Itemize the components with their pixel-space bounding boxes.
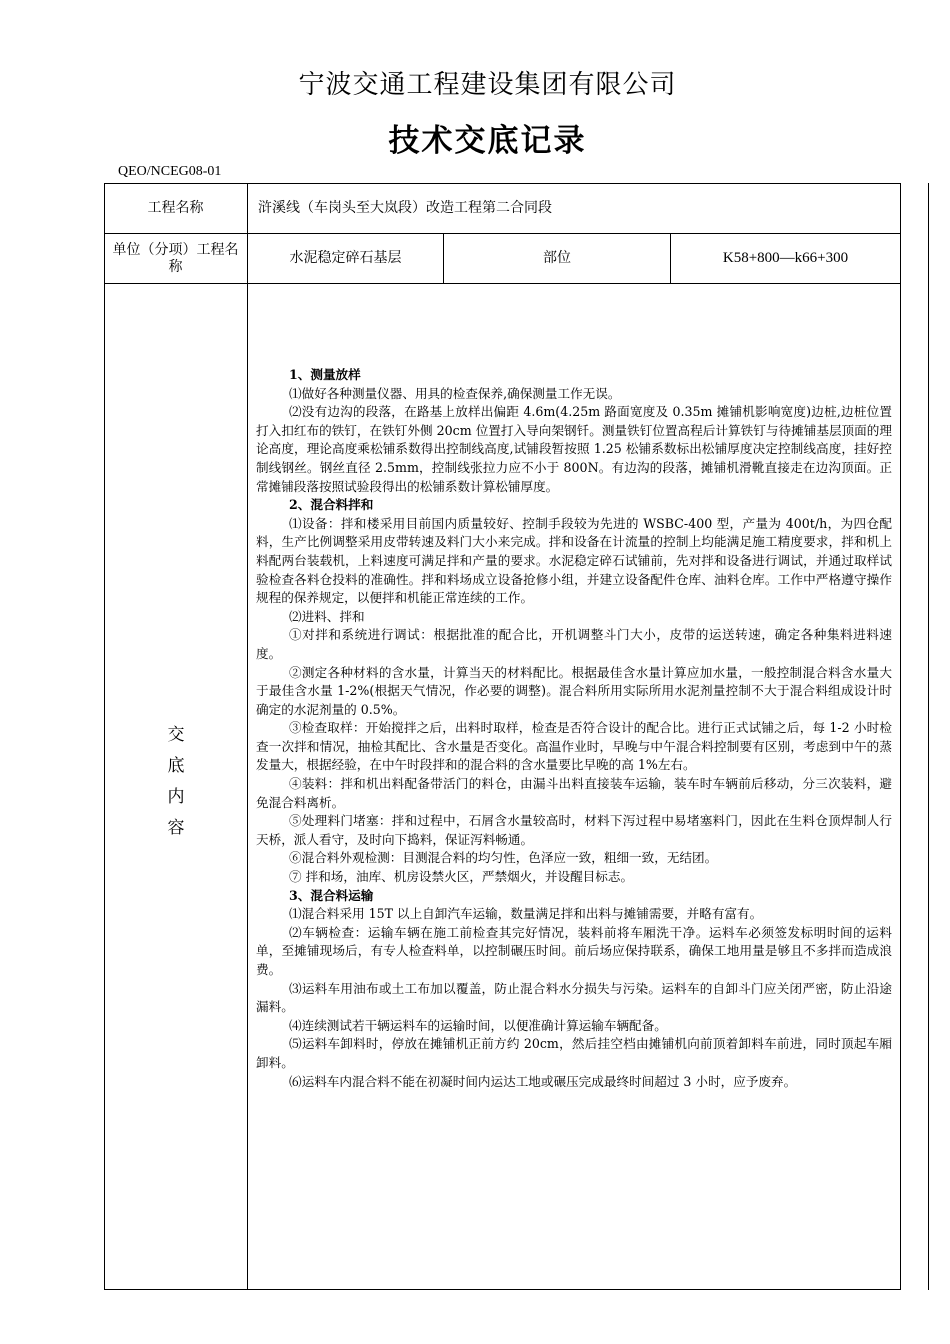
paragraph: ⑵车辆检查：运输车辆在施工前检查其完好情况，装料前将车厢洗干净。运料车必须签发标明时间的运料单，至摊铺现场后，有专人检查料单，以控制碾压时间。前后场应保持联系，确保工地用量是够且不多拌而造成浪费。 [256, 924, 892, 977]
paragraph: ⑤处理料门堵塞：拌和过程中，石屑含水量较高时，材料下泻过程中易堵塞料门，因此在生料仓顶焊制人行天桥，派人看守，及时向下捣料，保证泻料畅通。 [256, 813, 892, 847]
document-title: 技术交底记录 [388, 123, 587, 159]
unit-name-value: 水泥稳定碎石基层 [289, 250, 402, 266]
paragraph: ⑵没有边沟的段落，在路基上放样出偏距 4.6m(4.25m 路面宽度及 0.35m 摊铺机影响宽度)边桩,边桩位置打入扣红布的铁钉，在铁钉外侧 20cm 位置打入导向架钢钎。测量铁钉位置高程后计算铁钉与待摊铺基层顶面的理论高度，理论高度乘松铺系数得出控制线高度,试铺段暂按照 1.25 松铺系数标出松铺厚度决定控制线高度，挂好控制线钢丝。钢丝直径 2.5mm，控制线张拉力应不小于 800N。有边沟的段落，摊铺机滑靴直接走在边沟顶面。正常摊铺段落按照试验段得出的松铺系数计算松铺厚度。 [256, 404, 892, 494]
grid-line [104, 283, 901, 284]
paragraph: ④装料：拌和机出料配备带活门的料仓，由漏斗出料直接装车运输，装车时车辆前后移动，分三次装料，避免混合料离析。 [256, 776, 892, 810]
paragraph: ⑴设备：拌和楼采用目前国内质量较好、控制手段较为先进的 WSBC-400 型，产量为 400t/h，为四仓配料，生产比例调整采用皮带转速及料门大小来完成。拌和设备在计流量的控制上均能满足施工精度要求，拌和机上料配两台装载机，上料速度可满足拌和产量的要求。水泥稳定碎石试铺前，先对拌和设备进行调试，并通过取样试验检查各料仓投料的准确性。拌和料场成立设备抢修小组，并建立设备配件仓库、油料仓库。工作中严格遵守操作规程的保养规定，以便拌和机能正常连续的工作。 [256, 515, 892, 606]
unit-name-label: 单位（分项）工程名称 [112, 241, 239, 275]
paragraph: ①对拌和系统进行调试：根据批准的配合比，开机调整斗门大小，皮带的运送转速，确定各种集料进料速度。 [256, 627, 892, 661]
part-value: K58+800—k66+300 [722, 250, 849, 266]
company-name: 宁波交通工程建设集团有限公司 [298, 70, 677, 100]
paragraph: ⑵进料、拌和 [289, 608, 365, 624]
grid-line [928, 183, 929, 1290]
paragraph: ⑦ 拌和场，油库、机房设禁火区，严禁烟火，并设醒目标志。 [289, 869, 634, 885]
project-name-label: 工程名称 [147, 200, 204, 216]
paragraph: ⑷连续测试若干辆运料车的运输时间，以便准确计算运输车辆配备。 [289, 1017, 667, 1033]
disclosure-content [256, 366, 892, 1091]
section-heading: 3、混合料运输 [289, 887, 374, 903]
content-label-char: 底 [167, 756, 185, 776]
paragraph: ③检查取样：开始搅拌之后，出料时取样，检查是否符合设计的配合比。进行正式试铺之后，每 1-2 小时检查一次拌和情况，抽检其配比、含水量是否变化。高温作业时，早晚与中午混合料控制要有区别，考虑到中午的蒸发量大，根据经验，在中午时段拌和的混合料的含水量要比早晚的高 1%左右。 [256, 720, 892, 773]
paragraph: ⑸运料车卸料时，停放在摊铺机正前方约 20cm，然后挂空档由摊铺机向前顶着卸料车前进，同时顶起车厢卸料。 [256, 1036, 892, 1070]
content-label-char: 容 [167, 818, 185, 838]
part-label: 部位 [543, 250, 571, 266]
content-label-char: 交 [167, 725, 185, 745]
paragraph: ⑹运料车内混合料不能在初凝时间内运达工地或碾压完成最终时间超过 3 小时，应予废弃。 [289, 1073, 797, 1089]
section-heading: 1、测量放样 [289, 367, 361, 382]
paragraph: ⑥混合料外观检测：目测混合料的均匀性，色泽应一致，粗细一致，无结团。 [289, 850, 718, 866]
project-name-value: 浒溪线（车岗头至大岚段）改造工程第二合同段 [258, 200, 552, 216]
section-heading: 2、混合料拌和 [289, 497, 374, 513]
paragraph: ⑴混合料采用 15T 以上自卸汽车运输，数量满足拌和出料与摊铺需要，并略有富有。 [289, 906, 763, 922]
paragraph: ⑶运料车用油布或土工布加以覆盖，防止混合料水分损失与污染。运料车的自卸斗门应关闭严密，防止沿途漏料。 [256, 980, 892, 1015]
content-label-char: 内 [167, 787, 185, 807]
form-code: QEO/NCEG08-01 [118, 164, 222, 179]
paragraph: ②测定各种材料的含水量，计算当天的材料配比。根据最佳含水量计算应加水量，一般控制混合料含水量大于最佳含水量 1-2%(根据天气情况，作必要的调整)。混合料所用实际所用水泥剂量控制不大于混合料组成设计时确定的水泥剂量的 0.5%。 [256, 664, 892, 717]
paragraph: ⑴做好各种测量仪器、用具的检查保养,确保测量工作无误。 [289, 385, 621, 401]
content-label [104, 720, 248, 844]
